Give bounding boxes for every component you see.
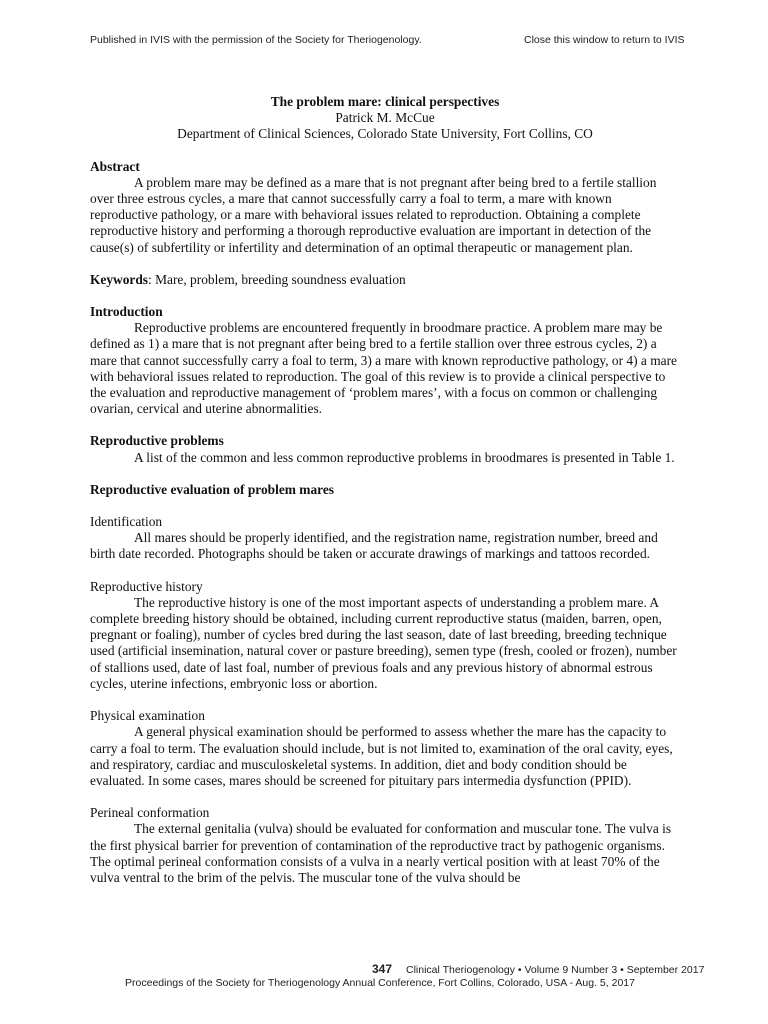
keywords <box>90 272 680 288</box>
author: Patrick M. McCue <box>335 110 435 126</box>
physical-exam-heading: Physical examination <box>90 708 205 724</box>
identification-text: All mares should be properly identified, and the registration name, registration number, breed and birth date recorded. Photographs should be taken or accurate drawings of markings and tattoos recorded. <box>90 530 658 562</box>
proceedings-info: Proceedings of the Society for Theriogenology Annual Conference, Fort Collins, Colorado, USA - Aug. 5, 2017 <box>125 977 635 989</box>
perineal-text: The external genitalia (vulva) should be evaluated for conformation and muscular tone. The vulva is the first physical barrier for prevention of contamination of the reproductive tract by pathogenic organisms. The optimal perineal conformation consists of a vulva in a nearly vertical position with at least 70% of the vulva ventral to the brim of the pelvis. The muscular tone of the vulva should be <box>90 821 672 885</box>
paper-title: The problem mare: clinical perspectives <box>270 94 500 109</box>
close-window-link[interactable]: Close this window to return to IVIS <box>524 34 685 46</box>
page-number: 347 <box>372 962 393 976</box>
reproductive-problems-text: A list of the common and less common reproductive problems in broodmares is presented in Table 1. <box>134 449 675 465</box>
affiliation: Department of Clinical Sciences, Colorado State University, Fort Collins, CO <box>177 126 593 142</box>
physical-exam-text: A general physical examination should be performed to assess whether the mare has the capacity to carry a foal to term. The evaluation should include, but is not limited to, examination of the oral cavity, eyes, and respiratory, cardiac and musculoskeletal systems. In addition, diet and body condition should be evaluated. In some cases, mares should be screened for pituitary pars intermedia dysfunction (PPID). <box>90 724 673 788</box>
introduction-heading: Introduction <box>90 304 163 320</box>
history-heading: Reproductive history <box>90 578 203 594</box>
evaluation-heading: Reproductive evaluation of problem mares <box>90 481 334 497</box>
abstract-text: A problem mare may be defined as a mare that is not pregnant after being bred to a fertile stallion over three estrous cycles, a mare that cannot successfully carry a foal to term, a mare with known reproductive pathology, or a mare with behavioral issues related to reproduction. Obtaining a complete reproductive history and performing a thorough reproductive evaluation are important in detection of the cause(s) of subfertility or infertility and determination of an optimal therapeutic or management plan. <box>90 174 657 255</box>
keywords-text: : Mare, problem, breeding soundness evaluation <box>148 271 406 287</box>
reproductive-problems-heading: Reproductive problems <box>90 433 224 449</box>
perineal-heading: Perineal conformation <box>90 805 210 821</box>
keywords-label: Keywords <box>90 271 149 287</box>
title-block <box>90 94 680 143</box>
journal-info: Clinical Theriogenology • Volume 9 Number 3 • September 2017 <box>406 964 705 976</box>
identification-heading: Identification <box>90 514 163 530</box>
article-body <box>90 94 680 886</box>
history-text: The reproductive history is one of the most important aspects of understanding a problem mare. A complete breeding history should be obtained, including current reproductive status (maiden, barren, open, pregnant or foaling), number of cycles bred during the last season, date of last breeding, breeding technique used (artificial insemination, natural cover or pasture breeding), semen type (fresh, cooled or frozen), number of stallions used, date of last foal, number of previous foals and any previous history of abnormal estrous cycles, uterine infections, embryonic loss or abortion. <box>90 594 677 691</box>
header-notice: Published in IVIS with the permission of the Society for Theriogenology. <box>90 34 422 46</box>
footer-proceedings-line <box>0 977 768 989</box>
abstract-heading: Abstract <box>90 158 140 174</box>
introduction-text: Reproductive problems are encountered frequently in broodmare practice. A problem mare may be defined as 1) a mare that is not pregnant after being bred to a fertile stallion over three estrous cycles, 2) a mare that cannot successfully carry a foal to term, 3) a mare with known reproductive pathology, or 4) a mare with behavioral issues related to reproduction. The goal of this review is to provide a clinical perspective to the evaluation and reproductive management of ‘problem mares’, with a focus on common or challenging ovarian, cervical and uterine abnormalities. <box>90 320 677 417</box>
